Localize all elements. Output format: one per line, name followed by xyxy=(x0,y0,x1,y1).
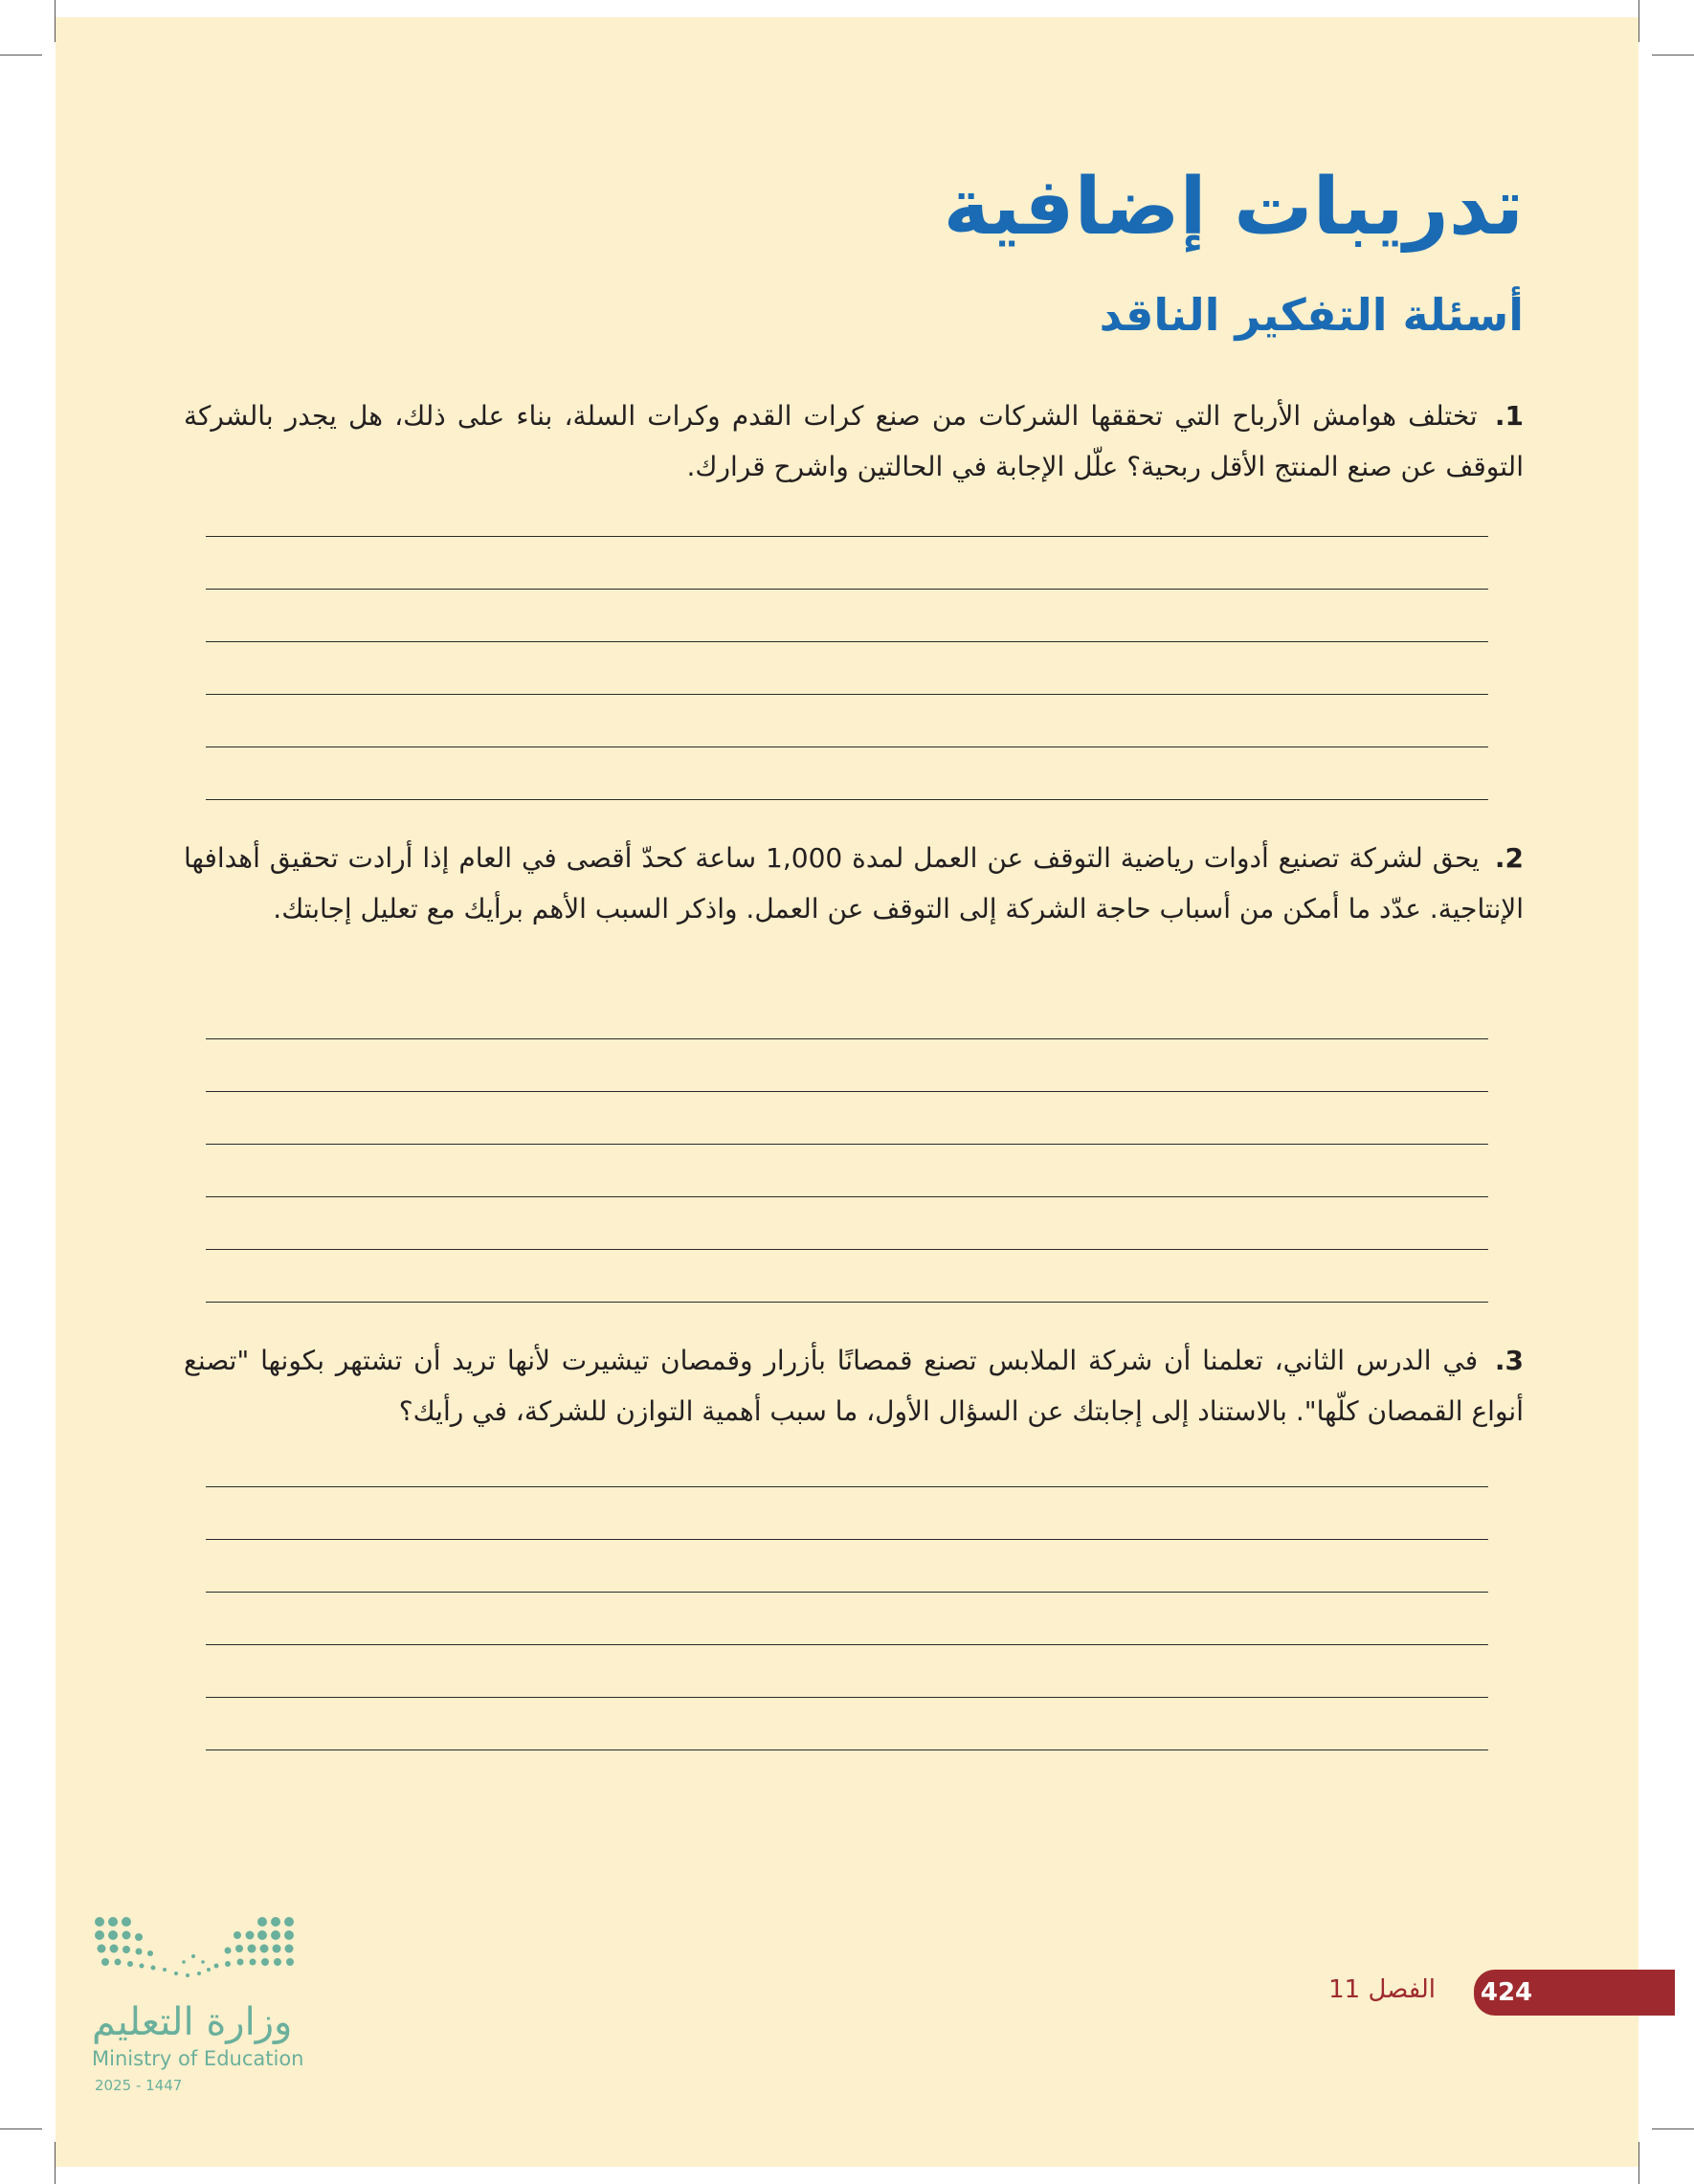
answer-line[interactable] xyxy=(206,1749,1488,1750)
crop-mark xyxy=(1638,0,1639,42)
answer-line[interactable] xyxy=(206,589,1488,590)
answer-line[interactable] xyxy=(206,641,1488,642)
ministry-name-arabic: وزارة التعليم xyxy=(92,2000,293,2044)
question-number: 2. xyxy=(1494,842,1524,874)
page-title: تدريبات إضافية xyxy=(943,162,1524,253)
question-1 xyxy=(184,390,1524,492)
answer-line[interactable] xyxy=(206,1644,1488,1645)
answer-line[interactable] xyxy=(206,694,1488,695)
crop-mark xyxy=(1638,2142,1639,2184)
question-number: 1. xyxy=(1494,400,1524,432)
answer-line[interactable] xyxy=(206,1539,1488,1540)
answer-line[interactable] xyxy=(206,1196,1488,1197)
edition-year: 2025 - 1447 xyxy=(95,2077,183,2094)
answer-line[interactable] xyxy=(206,799,1488,800)
answer-lines-3 xyxy=(206,1486,1488,1802)
section-subtitle: أسئلة التفكير الناقد xyxy=(1099,289,1524,341)
crop-mark xyxy=(55,2142,56,2184)
crop-mark xyxy=(0,55,42,56)
question-text: يحق لشركة تصنيع أدوات رياضية التوقف عن العمل لمدة 1,000 ساعة كحدّ أقصى في العام إذا أرادت تحقيق أهدافها الإنتاجية. عدّد ما أمكن من أسباب حاجة الشركة إلى التوقف عن العمل. واذكر السبب الأهم برأيك مع تعليل إجابتك. xyxy=(184,842,1524,925)
answer-line[interactable] xyxy=(206,1302,1488,1303)
crop-mark xyxy=(55,0,56,42)
crop-mark xyxy=(0,2128,42,2129)
ministry-name-english: Ministry of Education xyxy=(92,2047,304,2070)
answer-lines-1 xyxy=(206,536,1488,852)
ministry-logo-icon xyxy=(94,1914,304,1991)
chapter-label: الفصل 11 xyxy=(1328,1975,1436,2004)
answer-line[interactable] xyxy=(206,1486,1488,1487)
question-3 xyxy=(184,1335,1524,1437)
answer-line[interactable] xyxy=(206,1038,1488,1039)
answer-line[interactable] xyxy=(206,1249,1488,1250)
crop-mark xyxy=(1652,55,1694,56)
answer-line[interactable] xyxy=(206,1091,1488,1092)
answer-line[interactable] xyxy=(206,1697,1488,1698)
answer-line[interactable] xyxy=(206,1144,1488,1145)
question-2 xyxy=(184,833,1524,934)
page-number: 424 xyxy=(1480,1978,1533,2007)
answer-line[interactable] xyxy=(206,536,1488,537)
question-number: 3. xyxy=(1494,1345,1524,1376)
question-text: تختلف هوامش الأرباح التي تحققها الشركات من صنع كرات القدم وكرات السلة، بناء على ذلك، هل يجدر بالشركة التوقف عن صنع المنتج الأقل ربحية؟ علّل الإجابة في الحالتين واشرح قرارك. xyxy=(184,400,1524,482)
answer-lines-2 xyxy=(206,1038,1488,1354)
answer-line[interactable] xyxy=(206,1592,1488,1593)
crop-mark xyxy=(1652,2128,1694,2129)
question-text: في الدرس الثاني، تعلمنا أن شركة الملابس تصنع قمصانًا بأزرار وقمصان تيشيرت لأنها تريد أن تشتهر بكونها "تصنع أنواع القمصان كلّها". بالاستناد إلى إجابتك عن السؤال الأول، ما سبب أهمية التوازن للشركة، في رأيك؟ xyxy=(184,1345,1524,1427)
